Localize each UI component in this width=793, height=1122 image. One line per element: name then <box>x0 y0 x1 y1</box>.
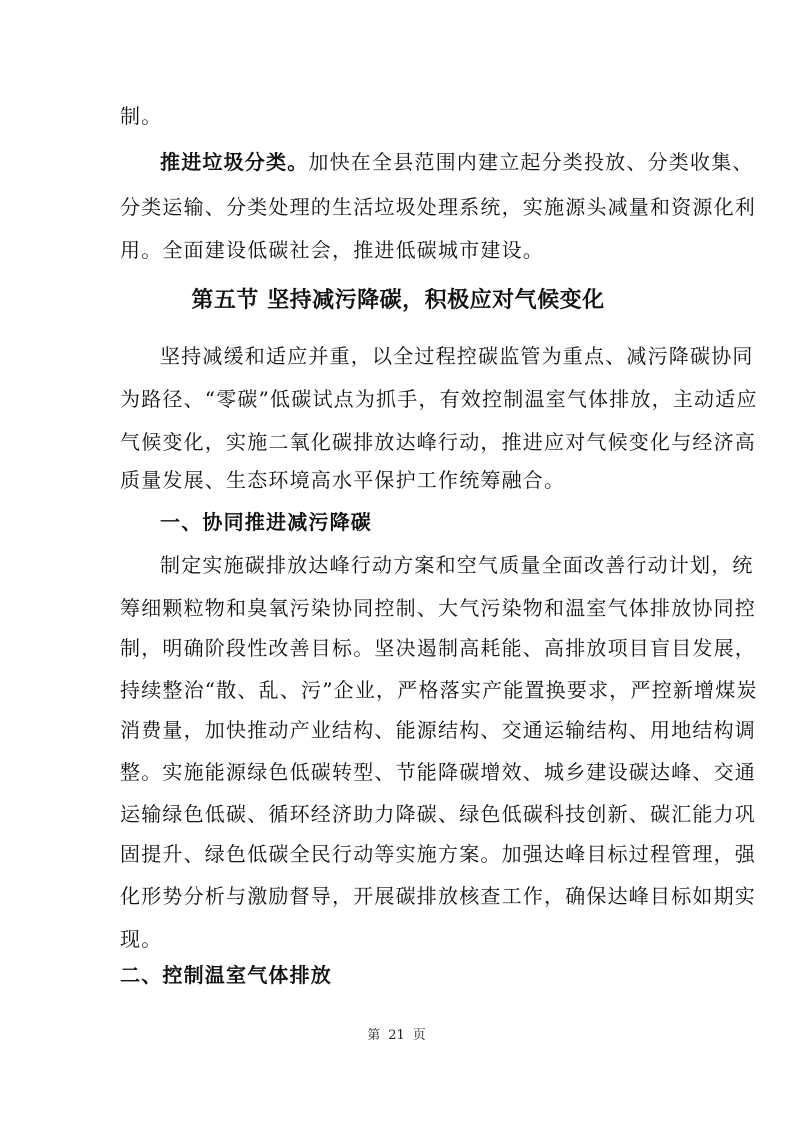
page-number-footer <box>0 1028 793 1044</box>
waste-sorting-paragraph-line-1 <box>160 150 754 174</box>
sub1-line-1: 制定实施碳排放达峰行动方案和空气质量全面改善行动计划，统 <box>160 553 754 577</box>
waste-sorting-line-1-rest: 加快在全县范围内建立起分类投放、分类收集、 <box>308 150 754 174</box>
sub1-line-3: 制，明确阶段性改善目标。坚决遏制高耗能、高排放项目盲目发展， <box>120 636 756 660</box>
subsection-heading-1: 一、协同推进减污降碳 <box>160 510 372 534</box>
paragraph-tail: 制。 <box>120 104 163 128</box>
waste-sorting-paragraph-line-2: 分类运输、分类处理的生活垃圾处理系统，实施源头减量和资源化利 <box>120 195 756 219</box>
intro-line-4: 质量发展、生态环境高水平保护工作统筹融合。 <box>120 468 566 492</box>
sub1-line-7: 运输绿色低碳、循环经济助力降碳、绿色低碳科技创新、碳汇能力巩 <box>120 802 756 826</box>
waste-sorting-lead: 推进垃圾分类。 <box>160 150 309 174</box>
intro-line-3: 气候变化，实施二氧化碳排放达峰行动，推进应对气候变化与经济高 <box>120 430 756 454</box>
sub1-line-10: 现。 <box>120 927 163 951</box>
waste-sorting-paragraph-line-3: 用。全面建设低碳社会，推进低碳城市建设。 <box>120 238 544 262</box>
sub1-line-4: 持续整治“散、乱、污”企业，严格落实产能置换要求，严控新增煤炭 <box>120 678 758 702</box>
sub1-line-5: 消费量，加快推动产业结构、能源结构、交通运输结构、用地结构调 <box>120 718 756 742</box>
section-title: 第五节 坚持减污降碳，积极应对气候变化 <box>191 287 605 313</box>
subsection-heading-2: 二、控制温室气体排放 <box>120 963 332 987</box>
sub1-line-9: 化形势分析与激励督导，开展碳排放核查工作，确保达峰目标如期实 <box>120 884 756 908</box>
sub1-line-2: 筹细颗粒物和臭氧污染协同控制、大气污染物和温室气体排放协同控 <box>120 596 756 620</box>
page-number-suffix: 页 <box>412 1028 426 1043</box>
page-number-prefix: 第 <box>367 1028 381 1043</box>
page-number: 21 <box>388 1028 405 1043</box>
sub1-line-6: 整。实施能源绿色低碳转型、节能降碳增效、城乡建设碳达峰、交通 <box>120 760 756 784</box>
sub1-line-8: 固提升、绿色低碳全民行动等实施方案。加强达峰目标过程管理，强 <box>120 842 756 866</box>
intro-line-1: 坚持减缓和适应并重，以全过程控碳监管为重点、减污降碳协同 <box>160 344 754 368</box>
intro-line-2: 为路径、“零碳”低碳试点为抓手，有效控制温室气体排放，主动适应 <box>120 387 758 411</box>
